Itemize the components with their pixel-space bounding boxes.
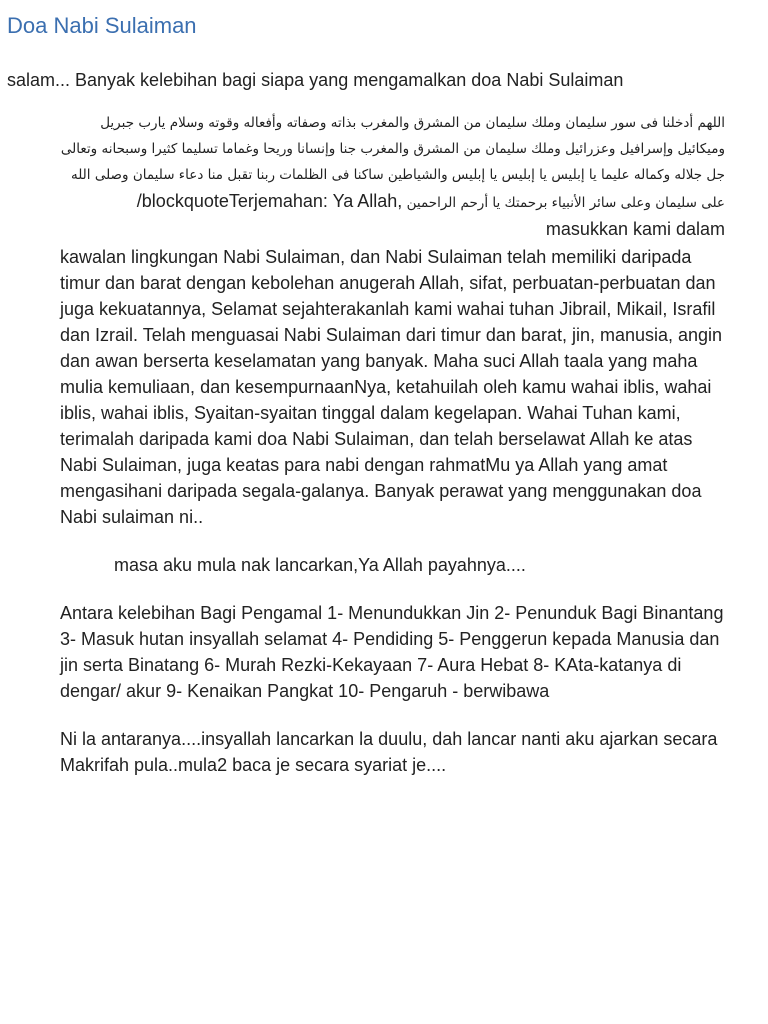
arabic-prayer [60, 110, 725, 244]
translation-text: kawalan lingkungan Nabi Sulaiman, dan Nabi Sulaiman telah memiliki daripada timur dan barat dengan kebolehan anugerah Allah, sifat, perbuatan-perbuatan dan juga kekuatannya, Selamat sejahterakanlah kami wahai tuhan Jibrail, Mikail, Israfil dan Izrail. Telah menguasai Nabi Sulaiman dari timur dan barat, jin, manusia, angin dan awan berserta keselamatan yang banyak. Maha suci Allah taala yang maha mulia kemuliaan, dan kesempurnaanNya, ketahuilah oleh kamu wahai iblis, wahai iblis, wahai iblis, Syaitan-syaitan tinggal dalam kegelapan. Wahai Tuhan kami, terimalah daripada kami doa Nabi Sulaiman, dan telah berselawat Allah ke atas Nabi Sulaiman, juga keatas para nabi dengan rahmatMu ya Allah yang amat mengasihani daripada segala-galanya. Banyak perawat yang menggunakan doa Nabi sulaiman ni.. [60, 247, 723, 527]
post-body [60, 110, 725, 778]
page-title: Doa Nabi Sulaiman [7, 13, 197, 38]
arabic-prayer-text: اللهم أدخلنا فى سور سليمان وملك سليمان من المشرق والمغرب بذاته وصفاته وأفعاله وقوته وسلام يارب جبريل وميكائيل وإسرافيل وعزرائيل وملك سليمان من المشرق والمغرب جنا وإنسانا وريحا وغماما تسليما كثيرا وسبحانه وتعالى جل جلاله وكماله عليما يا إبليس يا إبليس يا إبليس والشياطين ساكنا فى الظلمات ربنا تقبل منا دعاء سليمان وصلى الله على سليمان وعلى سائر الأنبياء برحمتك يا أرحم الراحمين [60, 115, 725, 211]
intro-text: salam... Banyak kelebihan bagi siapa yang mengamalkan doa Nabi Sulaiman [7, 70, 624, 90]
benefits-list: Antara kelebihan Bagi Pengamal 1- Menundukkan Jin 2- Penunduk Bagi Binantang 3- Masuk hutan insyallah selamat 4- Pendiding 5- Penggerun kepada Manusia dan jin serta Binatang 6- Murah Rezki-Kekayaan 7- Aura Hebat 8- KAta-katanya di dengar/ akur 9- Kenaikan Pangkat 10- Pengaruh - berwibawa [60, 603, 724, 701]
translation-heading: /blockquoteTerjemahan: Ya Allah, masukkan kami dalam [136, 191, 725, 239]
closing-text: Ni la antaranya....insyallah lancarkan la duulu, dah lancar nanti aku ajarkan secara Makrifah pula..mula2 baca je secara syariat je.... [60, 729, 718, 775]
indented-note: masa aku mula nak lancarkan,Ya Allah payahnya.... [114, 555, 526, 575]
